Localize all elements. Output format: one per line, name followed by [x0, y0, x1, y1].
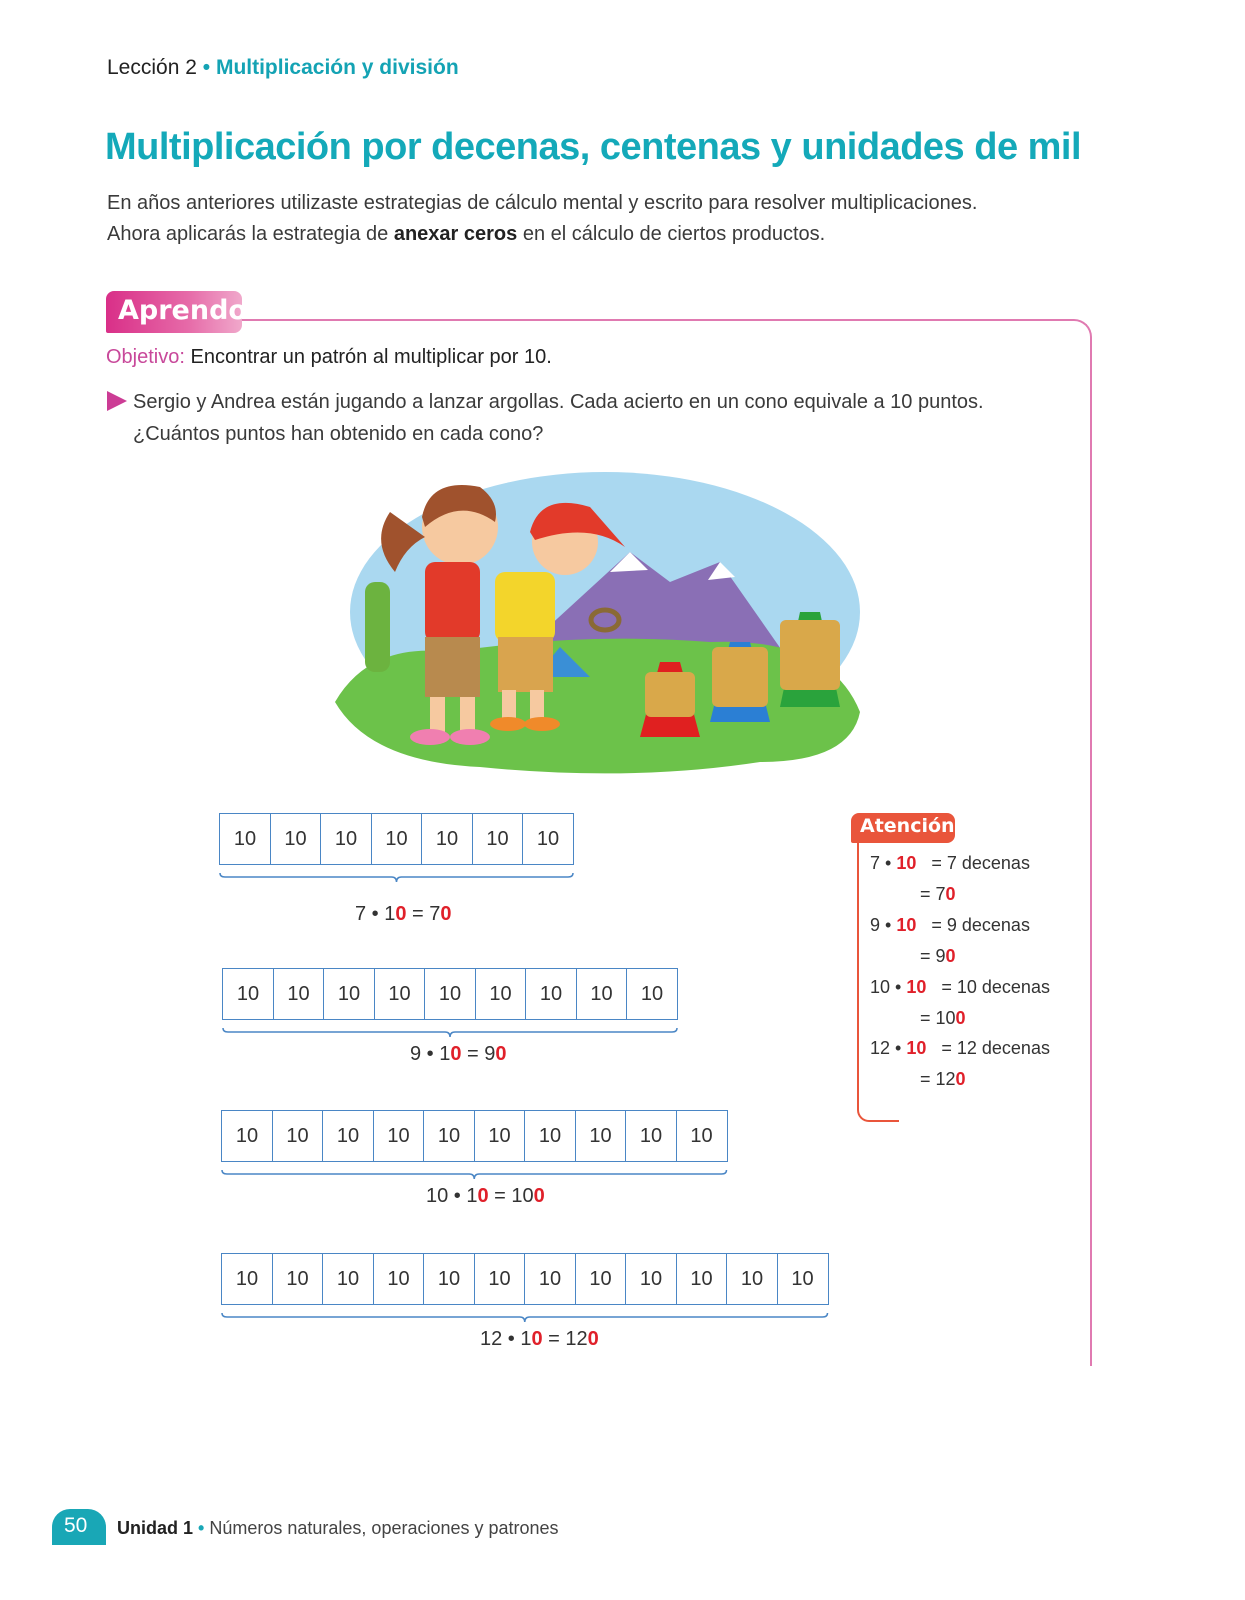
- aprendo-label: Aprendo: [118, 295, 247, 326]
- equation-part: 12 • 1: [480, 1328, 532, 1350]
- problem-statement: [133, 386, 1033, 450]
- page-number-badge: [52, 1509, 106, 1545]
- equation-zero: 0: [495, 1043, 507, 1065]
- cone-green: [780, 612, 840, 707]
- lesson-header: [107, 56, 459, 80]
- equation-zero: 0: [395, 903, 407, 925]
- atencion-result: = 12: [920, 1069, 956, 1089]
- intro-line-2: [107, 219, 1087, 250]
- atencion-result: = 10: [920, 1008, 956, 1028]
- strip-cell: 10: [322, 1253, 374, 1305]
- strip-cell: 10: [777, 1253, 829, 1305]
- atencion-factor: 12 •: [870, 1038, 907, 1058]
- atencion-line: [920, 884, 956, 905]
- equation-zero: 0: [440, 903, 452, 925]
- strip-cell: 10: [522, 813, 574, 865]
- strip-cell: 10: [625, 1253, 677, 1305]
- strip-cell: 10: [272, 1253, 324, 1305]
- atencion-line: [870, 915, 1030, 936]
- equation-part: = 9: [461, 1043, 496, 1065]
- strip-cell: 10: [474, 1110, 526, 1162]
- strip-cell: 10: [676, 1253, 728, 1305]
- equation-part: 9 • 1: [410, 1043, 451, 1065]
- equation-part: 7 • 1: [355, 903, 396, 925]
- strip-cell: 10: [221, 1110, 273, 1162]
- strip-brace: [222, 1027, 678, 1039]
- ten-strip-3: [221, 1110, 728, 1162]
- atencion-result: = 10 decenas: [936, 977, 1050, 997]
- footer: [117, 1518, 559, 1539]
- atencion-label: Atención: [860, 815, 955, 837]
- strip-equation: [410, 1043, 507, 1066]
- strip-cell: 10: [525, 968, 577, 1020]
- strip-cell: 10: [423, 1110, 475, 1162]
- atencion-ten: 10: [906, 1038, 927, 1058]
- strip-cell: 10: [272, 1110, 324, 1162]
- intro-line-1: En años anteriores utilizaste estrategias de cálculo mental y escrito para resolver multiplicaciones.: [107, 192, 978, 214]
- page-title: Multiplicación por decenas, centenas y unidades de mil: [105, 126, 1082, 168]
- aprendo-tab: [106, 291, 247, 333]
- strip-cell: 10: [373, 1110, 425, 1162]
- atencion-zero: 0: [955, 1008, 966, 1028]
- strip-cell: 10: [626, 968, 678, 1020]
- intro-keyword: anexar ceros: [393, 223, 518, 245]
- atencion-ten: 10: [896, 915, 917, 935]
- ten-strip-1: [219, 813, 574, 865]
- atencion-zero: 0: [945, 884, 956, 904]
- cone-red: [640, 662, 700, 737]
- equation-part: = 10: [488, 1185, 534, 1207]
- atencion-zero: 0: [955, 1069, 966, 1089]
- atencion-factor: 7 •: [870, 853, 897, 873]
- strip-cell: 10: [475, 968, 527, 1020]
- objective-text: Encontrar un patrón al multiplicar por 10.: [190, 346, 552, 368]
- footer-unit: Unidad 1: [117, 1518, 194, 1538]
- equation-zero: 0: [587, 1328, 599, 1350]
- strip-cell: 10: [625, 1110, 677, 1162]
- strip-cell: 10: [423, 1253, 475, 1305]
- strip-cell: 10: [575, 1253, 627, 1305]
- atencion-result: = 9 decenas: [926, 915, 1030, 935]
- strip-cell: 10: [472, 813, 524, 865]
- strip-cell: 10: [373, 1253, 425, 1305]
- strip-cell: 10: [726, 1253, 778, 1305]
- strip-cell: 10: [273, 968, 325, 1020]
- strip-equation: [426, 1185, 545, 1208]
- tree: [365, 582, 390, 672]
- lesson-separator: •: [202, 56, 211, 79]
- atencion-zero: 0: [945, 946, 956, 966]
- footer-unit-title: Números naturales, operaciones y patrones: [209, 1518, 559, 1538]
- atencion-result: = 7: [920, 884, 946, 904]
- strip-brace: [221, 1312, 829, 1324]
- ten-strip-4: [221, 1253, 829, 1305]
- strip-cell: 10: [575, 1110, 627, 1162]
- bullet-arrow-icon: [107, 391, 127, 411]
- intro-line-2-end: en el cálculo de ciertos productos.: [517, 223, 826, 245]
- atencion-line: [870, 1038, 1050, 1059]
- atencion-result: = 7 decenas: [926, 853, 1030, 873]
- equation-zero: 0: [450, 1043, 462, 1065]
- lesson-number: Lección 2: [107, 56, 197, 79]
- cone-blue: [710, 642, 770, 722]
- strip-cell: 10: [222, 968, 274, 1020]
- equation-zero: 0: [531, 1328, 543, 1350]
- strip-cell: 10: [524, 1110, 576, 1162]
- strip-cell: 10: [424, 968, 476, 1020]
- atencion-factor: 10 •: [870, 977, 907, 997]
- problem-line-2: ¿Cuántos puntos han obtenido en cada cono?: [133, 423, 544, 445]
- footer-separator: •: [198, 1518, 205, 1538]
- strip-cell: 10: [371, 813, 423, 865]
- ring-toss-illustration: [330, 462, 865, 784]
- intro-line-2-start: Ahora aplicarás la estrategia de: [107, 223, 394, 245]
- atencion-tab: [851, 813, 955, 843]
- equation-part: 10 • 1: [426, 1185, 478, 1207]
- atencion-line: [920, 946, 956, 967]
- strip-brace: [221, 1169, 728, 1181]
- objective: [106, 346, 552, 369]
- atencion-ten: 10: [896, 853, 917, 873]
- strip-cell: 10: [320, 813, 372, 865]
- strip-cell: 10: [474, 1253, 526, 1305]
- atencion-result: = 12 decenas: [936, 1038, 1050, 1058]
- strip-brace: [219, 872, 574, 884]
- atencion-result: = 9: [920, 946, 946, 966]
- lesson-topic: Multiplicación y división: [215, 56, 459, 79]
- strip-cell: 10: [322, 1110, 374, 1162]
- strip-equation: [355, 903, 452, 926]
- problem-line-1: Sergio y Andrea están jugando a lanzar argollas. Cada acierto en un cono equivale a 10 puntos.: [133, 391, 984, 413]
- strip-cell: 10: [421, 813, 473, 865]
- atencion-line: [920, 1008, 966, 1029]
- equation-zero: 0: [477, 1185, 489, 1207]
- atencion-line: [870, 853, 1030, 874]
- equation-part: = 7: [406, 903, 441, 925]
- objective-label: Objetivo:: [106, 346, 185, 368]
- strip-cell: 10: [676, 1110, 728, 1162]
- ten-strip-2: [222, 968, 678, 1020]
- atencion-factor: 9 •: [870, 915, 897, 935]
- equation-part: = 12: [542, 1328, 588, 1350]
- strip-cell: 10: [374, 968, 426, 1020]
- strip-cell: 10: [323, 968, 375, 1020]
- atencion-ten: 10: [906, 977, 927, 997]
- strip-cell: 10: [576, 968, 628, 1020]
- intro-paragraph: [107, 188, 1087, 250]
- strip-cell: 10: [221, 1253, 273, 1305]
- atencion-line: [920, 1069, 966, 1090]
- atencion-line: [870, 977, 1050, 998]
- strip-equation: [480, 1328, 599, 1351]
- strip-cell: 10: [219, 813, 271, 865]
- equation-zero: 0: [533, 1185, 545, 1207]
- strip-cell: 10: [270, 813, 322, 865]
- strip-cell: 10: [524, 1253, 576, 1305]
- page-number: 50: [64, 1514, 88, 1537]
